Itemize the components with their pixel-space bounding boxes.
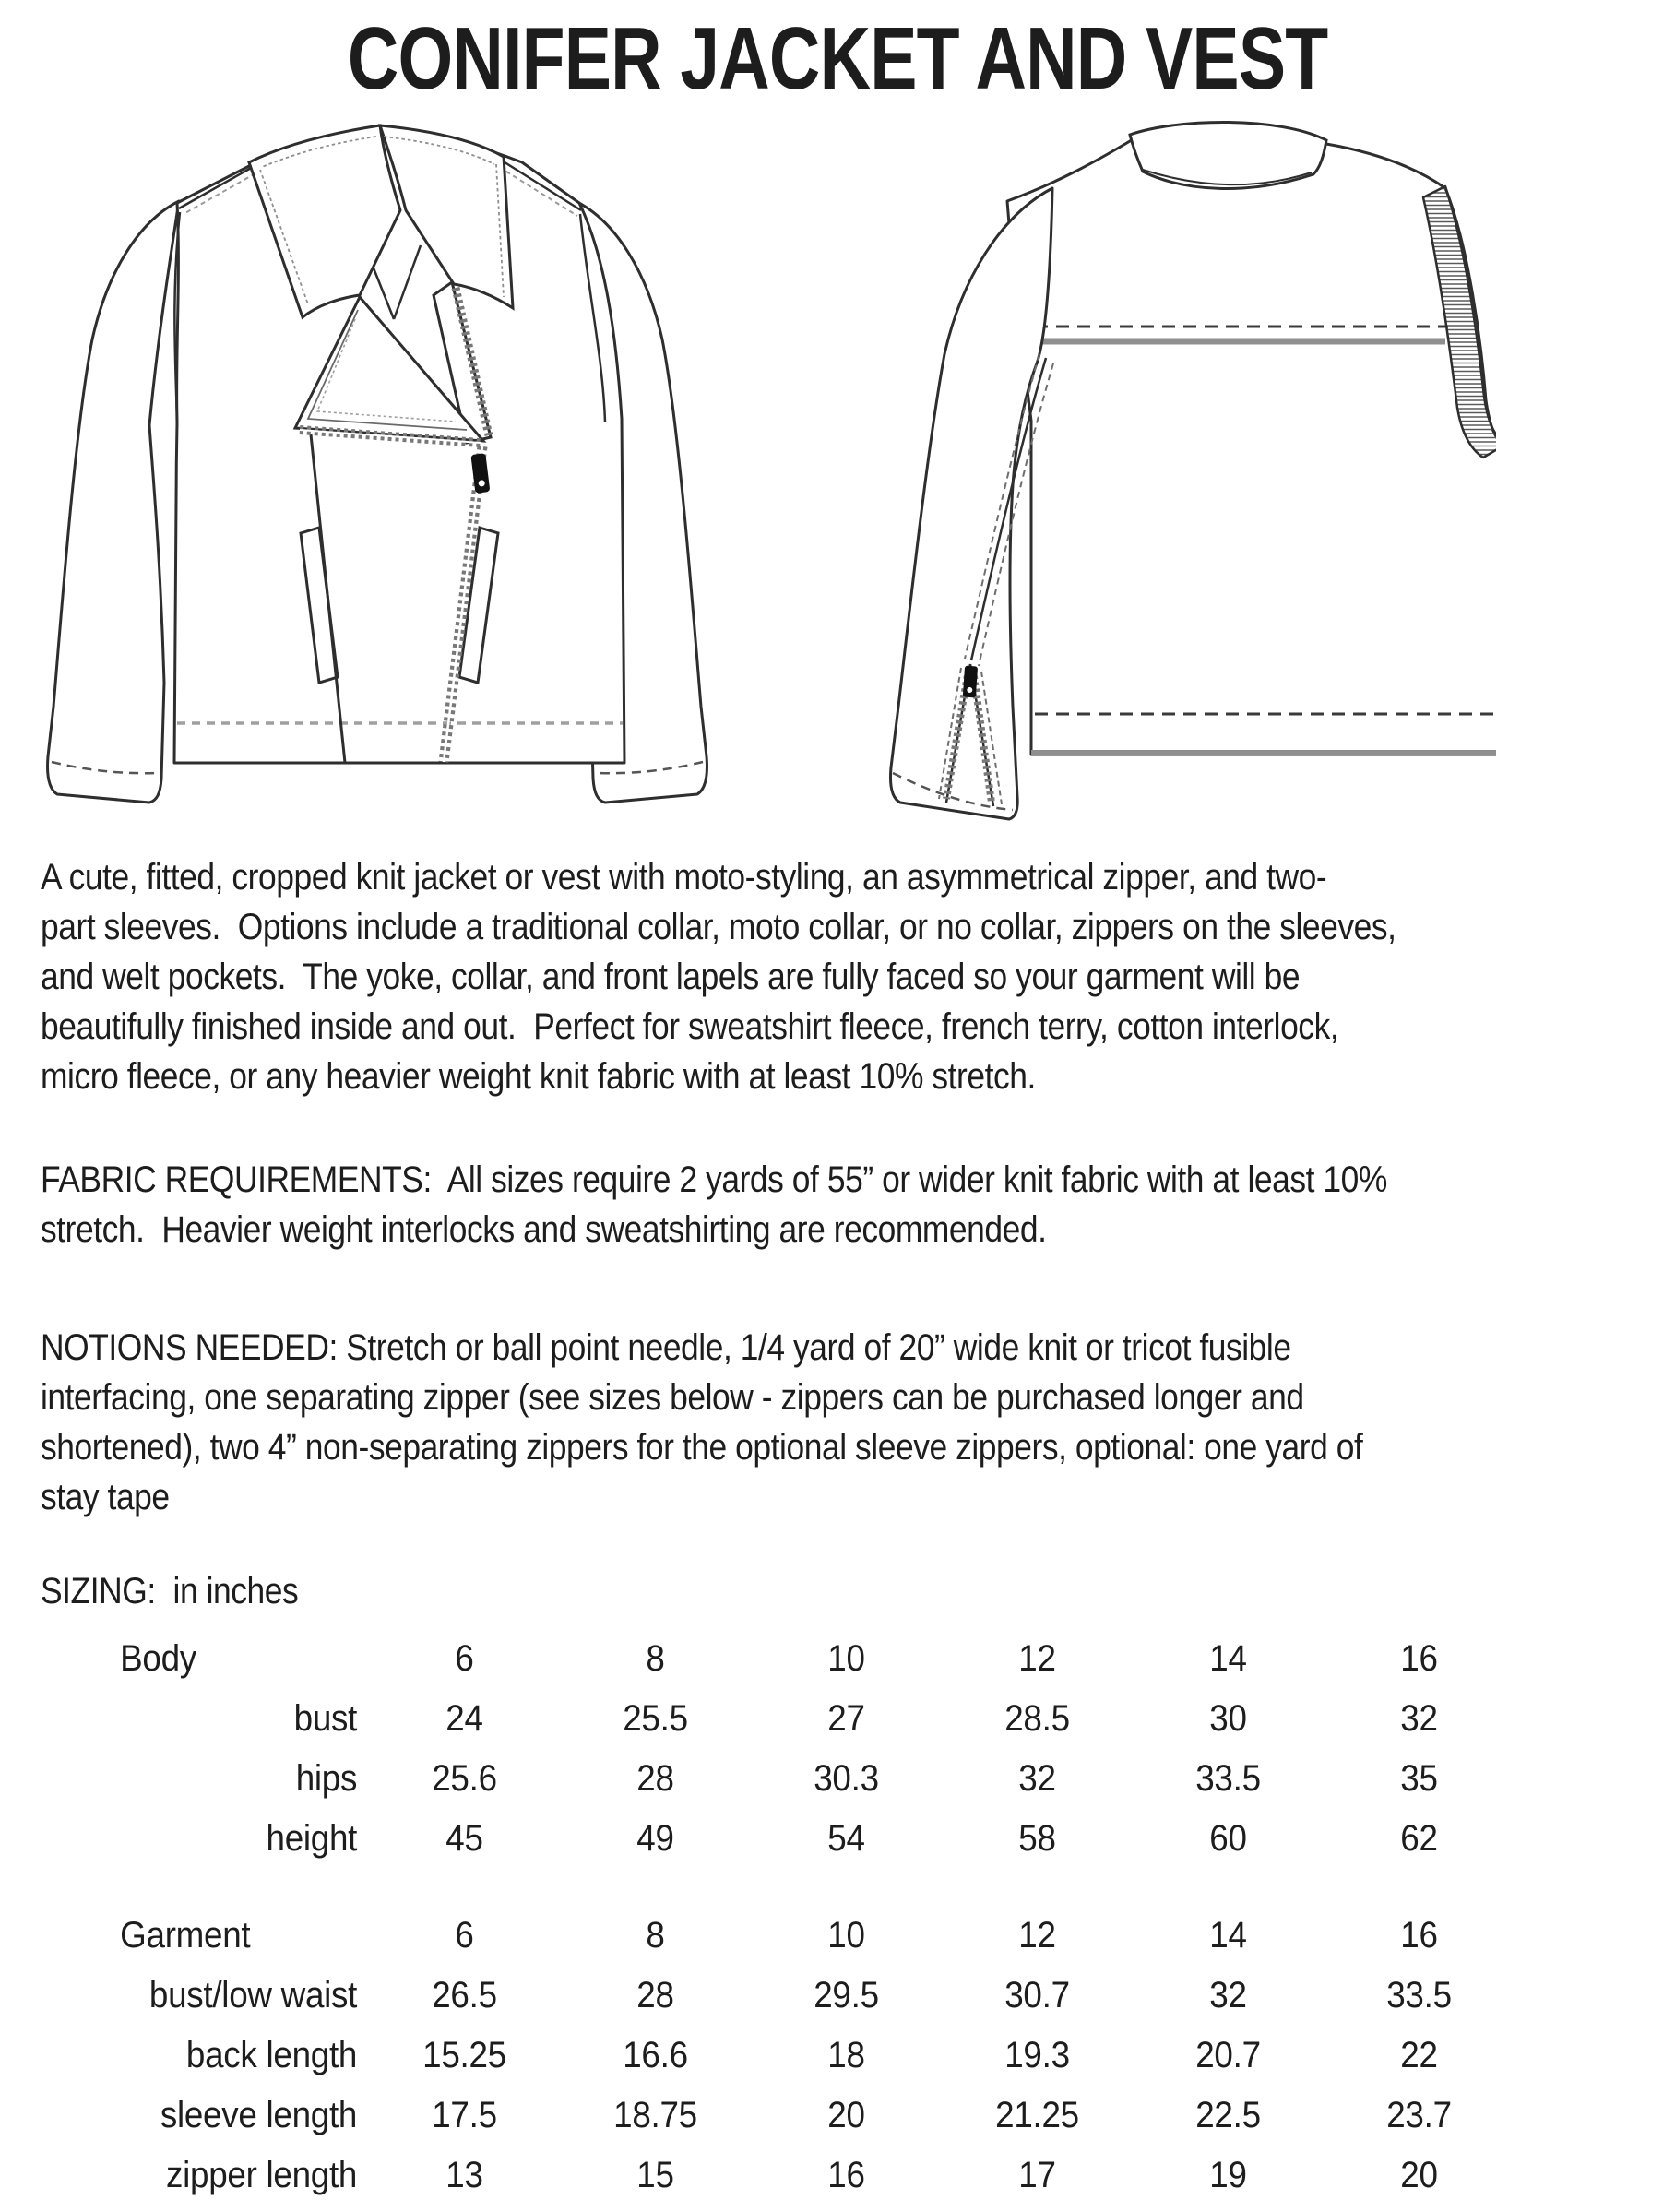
text-line: shortened), two 4” non-separating zippers for the optional sleeve zippers, optional: one yard of — [41, 1427, 1363, 1468]
size-value-cell: 27 — [827, 1698, 865, 1739]
size-row-label: back length — [185, 2035, 358, 2075]
size-value-cell: 28 — [636, 1758, 674, 1799]
size-value-cell: 23.7 — [1386, 2095, 1452, 2135]
size-value-cell: 16 — [1400, 1638, 1438, 1679]
size-table-row — [37, 1689, 1675, 1749]
size-value-cell: 15 — [636, 2155, 674, 2195]
size-value-cell: 13 — [445, 2155, 483, 2195]
size-value-cell: 58 — [1018, 1818, 1056, 1859]
size-row-label: Body — [120, 1638, 196, 1679]
size-value-cell: 54 — [827, 1818, 865, 1859]
text-line: stretch. Heavier weight interlocks and sweatshirting are recommended. — [41, 1209, 1047, 1250]
jacket-torso — [174, 127, 624, 763]
size-row-label: zipper length — [165, 2155, 358, 2195]
size-value-cell: 25.5 — [623, 1698, 688, 1739]
size-value-cell: 12 — [1018, 1638, 1056, 1679]
text-line: stay tape — [41, 1477, 170, 1517]
text-line: NOTIONS NEEDED: Stretch or ball point needle, 1/4 yard of 20” wide knit or tricot fusible — [41, 1327, 1291, 1368]
size-value-cell: 30.7 — [1004, 1975, 1070, 2016]
size-table-header-row — [37, 1629, 1675, 1689]
size-table-row — [37, 2026, 1675, 2086]
notions-needed-paragraph — [41, 1323, 1487, 1522]
text-line: FABRIC REQUIREMENTS: All sizes require 2 yards of 55” or wider knit fabric with at least 10% — [41, 1160, 1387, 1200]
size-value-cell: 8 — [646, 1638, 665, 1679]
size-value-cell: 19 — [1209, 2155, 1247, 2195]
size-value-cell: 14 — [1209, 1638, 1247, 1679]
size-value-cell: 16.6 — [623, 2035, 688, 2075]
size-value-cell: 49 — [636, 1818, 674, 1859]
fabric-requirements-paragraph — [41, 1155, 1487, 1255]
size-row-label: sleeve length — [160, 2095, 358, 2135]
text-line: A cute, fitted, cropped knit jacket or vest with moto-styling, an asymmetrical zipper, and two- — [41, 857, 1327, 898]
size-value-cell: 45 — [445, 1818, 483, 1859]
jacket-left-sleeve — [47, 201, 179, 803]
sizing-heading-text: SIZING: in inches — [41, 1571, 299, 1611]
page-title-text: CONIFER JACKET AND VEST — [347, 9, 1328, 108]
size-value-cell: 32 — [1209, 1975, 1247, 2016]
size-value-cell: 15.25 — [422, 2035, 506, 2075]
size-value-cell: 6 — [455, 1915, 474, 1956]
size-value-cell: 22 — [1400, 2035, 1438, 2075]
size-table-row — [37, 1809, 1675, 1869]
size-value-cell: 25.6 — [432, 1758, 497, 1799]
size-value-cell: 62 — [1400, 1818, 1438, 1859]
text-line: beautifully finished inside and out. Perfect for sweatshirt fleece, french terry, cotton interlock, — [41, 1006, 1339, 1047]
jacket-front-drawing — [41, 116, 714, 822]
size-value-cell: 60 — [1209, 1818, 1247, 1859]
size-value-cell: 32 — [1018, 1758, 1056, 1799]
size-table-row — [37, 1966, 1675, 2026]
size-value-cell: 6 — [455, 1638, 474, 1679]
vest-moto-collar — [1130, 122, 1326, 188]
size-value-cell: 17.5 — [432, 2095, 497, 2135]
size-row-label: Garment — [120, 1915, 251, 1956]
page-title — [0, 9, 1675, 109]
size-value-cell: 14 — [1209, 1915, 1247, 1956]
size-value-cell: 12 — [1018, 1915, 1056, 1956]
size-value-cell: 17 — [1018, 2155, 1056, 2195]
back-jacket-sleeve — [890, 188, 1052, 819]
size-value-cell: 28.5 — [1004, 1698, 1070, 1739]
size-value-cell: 19.3 — [1004, 2035, 1070, 2075]
size-value-cell: 21.25 — [995, 2095, 1079, 2135]
size-value-cell: 16 — [827, 2155, 865, 2195]
size-value-cell: 26.5 — [432, 1975, 497, 2016]
size-value-cell: 8 — [646, 1915, 665, 1956]
size-value-cell: 20 — [1400, 2155, 1438, 2195]
size-table-row — [37, 2146, 1675, 2206]
size-value-cell: 33.5 — [1386, 1975, 1452, 2016]
size-value-cell: 20 — [827, 2095, 865, 2135]
size-value-cell: 18 — [827, 2035, 865, 2075]
sizing-heading — [41, 1566, 1487, 1616]
body-measurements-table — [37, 1629, 1675, 1869]
size-table-row — [37, 1749, 1675, 1809]
size-value-cell: 33.5 — [1195, 1758, 1261, 1799]
sleeve-zipper-pull — [963, 666, 978, 698]
size-value-cell: 30.3 — [814, 1758, 879, 1799]
size-value-cell: 10 — [827, 1915, 865, 1956]
text-line: part sleeves. Options include a traditional collar, moto collar, or no collar, zippers on the sleeves, — [41, 907, 1396, 947]
size-value-cell: 28 — [636, 1975, 674, 2016]
description-paragraph — [41, 852, 1487, 1101]
size-table-header-row — [37, 1906, 1675, 1966]
size-table-row — [37, 2086, 1675, 2146]
size-value-cell: 30 — [1209, 1698, 1247, 1739]
size-row-label: hips — [295, 1758, 358, 1799]
size-row-label: bust — [293, 1698, 358, 1739]
size-row-label: bust/low waist — [148, 1975, 358, 2016]
garment-measurements-table — [37, 1906, 1675, 2206]
size-value-cell: 18.75 — [613, 2095, 697, 2135]
vest-back-drawing — [850, 116, 1496, 822]
size-value-cell: 32 — [1400, 1698, 1438, 1739]
text-line: and welt pockets. The yoke, collar, and front lapels are fully faced so your garment will be — [41, 957, 1301, 997]
vest-back-body — [1007, 138, 1496, 755]
size-value-cell: 35 — [1400, 1758, 1438, 1799]
size-value-cell: 22.5 — [1195, 2095, 1261, 2135]
text-line: micro fleece, or any heavier weight knit fabric with at least 10% stretch. — [41, 1056, 1036, 1097]
text-line: interfacing, one separating zipper (see sizes below - zippers can be purchased longer and — [41, 1377, 1304, 1418]
size-value-cell: 24 — [445, 1698, 483, 1739]
size-value-cell: 20.7 — [1195, 2035, 1261, 2075]
technical-drawings — [0, 116, 1675, 827]
size-value-cell: 10 — [827, 1638, 865, 1679]
size-value-cell: 16 — [1400, 1915, 1438, 1956]
size-row-label: height — [266, 1818, 358, 1859]
size-value-cell: 29.5 — [814, 1975, 879, 2016]
